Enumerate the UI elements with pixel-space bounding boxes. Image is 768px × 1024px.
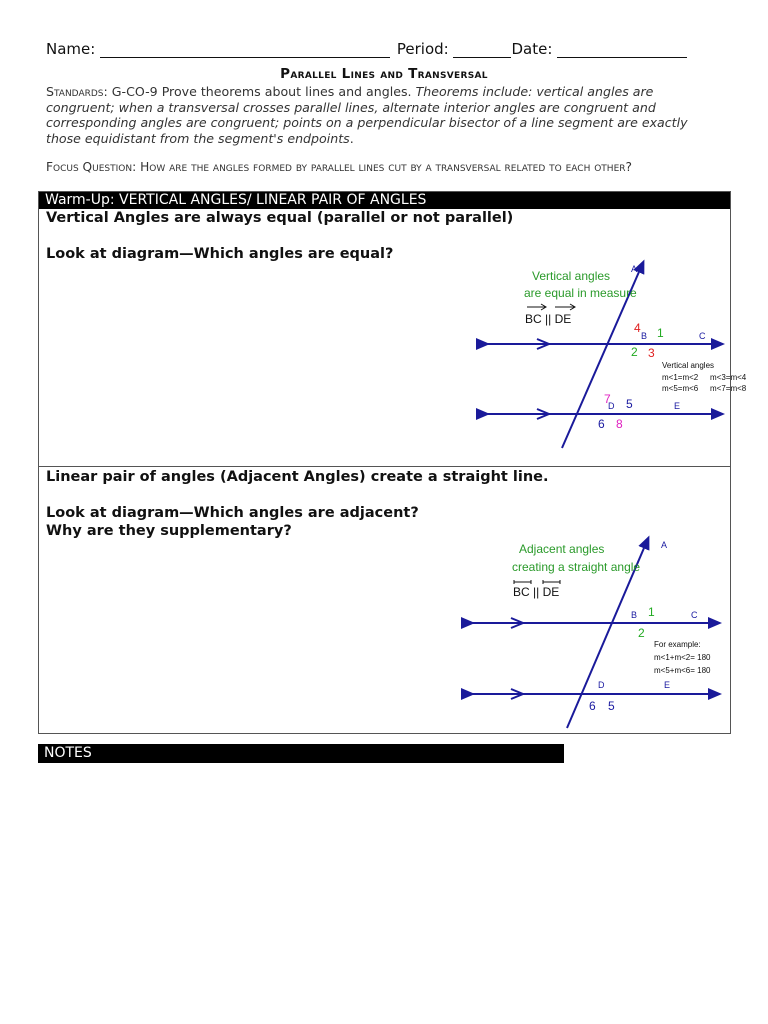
caption-line2: are equal in measure	[524, 286, 637, 300]
linear-question1: Look at diagram—Which angles are adjacent?	[46, 505, 419, 521]
point-e: E	[664, 680, 671, 690]
point-a: A	[661, 540, 668, 550]
vertical-question: Look at diagram—Which angles are equal?	[46, 246, 394, 262]
standards-end: .	[349, 130, 354, 146]
date-blank[interactable]	[557, 42, 687, 58]
standards-text	[46, 84, 726, 146]
warmup-table	[38, 191, 747, 734]
name-blank[interactable]	[100, 42, 390, 58]
angle-2: 2	[631, 345, 638, 359]
angle-2: 2	[638, 626, 645, 640]
parallel-notation: BC || DE	[513, 585, 560, 599]
standards-body: G-CO-9 Prove theorems about lines and angles.	[107, 84, 416, 99]
angle-8: 8	[616, 417, 623, 431]
point-b: B	[631, 610, 638, 620]
standards-italic: Theorems include: vertical angles are congruent; when a transversal crosses parallel lines, alternate interior angles are congruent and corresponding angles are congruent; points on a perpendicular bisector of a line segment are exactly those equidistant from the segment's endpoints	[46, 84, 688, 146]
note-row1a: m<1=m<2	[662, 373, 699, 382]
linear-line1: Linear pair of angles (Adjacent Angles) create a straight line.	[46, 469, 549, 485]
linear-pair-diagram	[464, 536, 726, 732]
point-b: B	[641, 331, 648, 341]
point-c: C	[691, 610, 698, 620]
angle-6: 6	[589, 699, 596, 713]
header-line	[46, 40, 687, 58]
vertical-line1: Vertical Angles are always equal (parallel or not parallel)	[46, 210, 514, 226]
point-c: C	[699, 331, 706, 341]
point-a: A	[631, 264, 638, 274]
focus-label: Focus Question:	[46, 160, 137, 174]
warmup-heading: Warm-Up: VERTICAL ANGLES/ LINEAR PAIR OF ANGLES	[39, 192, 730, 209]
linear-pair-cell	[39, 468, 730, 540]
angle-3: 3	[648, 346, 655, 360]
point-d: D	[608, 401, 615, 411]
note-row1: m<1+m<2= 180	[654, 653, 711, 662]
angle-5: 5	[626, 397, 633, 411]
period-label: Period:	[396, 40, 449, 58]
standards-label: Standards:	[46, 84, 108, 99]
focus-text: How are the angles formed by parallel lines cut by a transversal related to each other?	[136, 160, 632, 174]
note-title: Vertical angles	[662, 361, 715, 370]
caption-line1: Adjacent angles	[519, 542, 605, 556]
angle-1: 1	[648, 605, 655, 619]
parallel-notation: BC || DE	[525, 312, 572, 326]
caption-line1: Vertical angles	[532, 269, 611, 283]
note-title: For example:	[654, 640, 701, 649]
notes-heading: NOTES	[38, 744, 564, 763]
angle-6: 6	[598, 417, 605, 431]
date-label: Date:	[511, 40, 553, 58]
note-row2a: m<5=m<6	[662, 384, 699, 393]
cell-divider	[39, 466, 730, 467]
name-label: Name:	[46, 40, 96, 58]
caption-line2: creating a straight angle	[512, 560, 641, 574]
note-row2: m<5+m<6= 180	[654, 666, 711, 675]
focus-question	[46, 160, 746, 174]
ray-symbols	[527, 304, 575, 310]
page-title: Parallel Lines and Transversal	[280, 66, 488, 82]
angle-5: 5	[608, 699, 615, 713]
line-symbols	[514, 580, 560, 584]
point-d: D	[598, 680, 605, 690]
vertical-angles-diagram	[479, 260, 747, 452]
vertical-angles-cell	[39, 209, 730, 263]
note-row2b: m<7=m<8	[710, 384, 747, 393]
linear-question2: Why are they supplementary?	[46, 523, 292, 539]
angle-4: 4	[634, 321, 641, 335]
note-row1b: m<3=m<4	[710, 373, 747, 382]
angle-1: 1	[657, 326, 664, 340]
angle-7: 7	[604, 392, 611, 406]
point-e: E	[674, 401, 681, 411]
period-blank[interactable]	[453, 42, 511, 58]
